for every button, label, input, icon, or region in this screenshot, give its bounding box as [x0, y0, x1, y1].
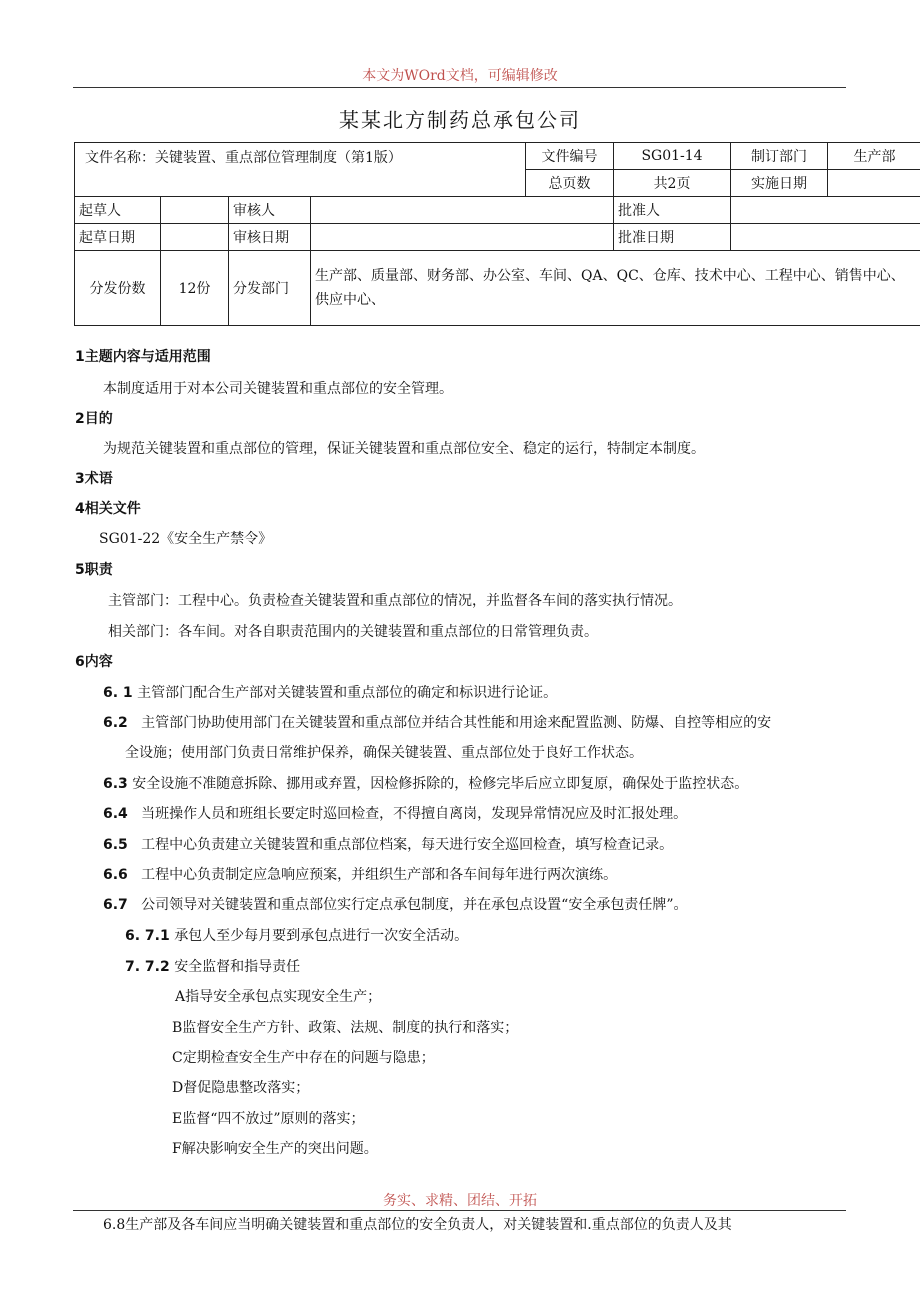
footer-motto: 务实、求精、团结、开拓	[383, 1193, 537, 1209]
section-5-title: 5职责	[75, 562, 113, 578]
review-date-value	[311, 224, 614, 251]
section-2-title: 2目的	[75, 411, 113, 427]
drafter-label: 起草人	[75, 197, 161, 224]
drafter-value	[161, 197, 229, 224]
item-6-6	[103, 864, 617, 884]
copies-label: 分发份数	[75, 251, 161, 326]
dept-value: 生产部	[828, 143, 920, 170]
file-name-cell	[75, 143, 526, 197]
item-number: 6.7	[103, 897, 128, 913]
item-text: 主管部门配合生产部对关键装置和重点部位的确定和标识进行论证。	[137, 685, 558, 701]
item-6-7-1	[125, 925, 468, 945]
section-1-text: 本制度适用于对本公司关键装置和重点部位的安全管理。	[103, 381, 453, 397]
section-4-title: 4相关文件	[75, 501, 141, 517]
dist-label: 分发部门	[229, 251, 311, 326]
reviewer-label: 审核人	[229, 197, 311, 224]
file-name: 文件名称：关键装置、重点部位管理制度（第1版）	[85, 150, 402, 166]
impl-value	[828, 170, 920, 197]
item-number: 6.3	[103, 776, 128, 792]
sub-item-f: F解决影响安全生产的突出问题。	[172, 1141, 378, 1157]
item-number: 6. 1	[103, 685, 133, 701]
item-6-2-cont: 全设施；使用部门负责日常维护保养，确保关键装置、重点部位处于良好工作状态。	[125, 745, 643, 761]
approve-date-label: 批准日期	[614, 224, 731, 251]
item-number: 6.5	[103, 837, 128, 853]
item-text: 工程中心负责建立关键装置和重点部位档案，每天进行安全巡回检查，填写检查记录。	[141, 837, 674, 853]
item-text: 承包人至少每月要到承包点进行一次安全活动。	[174, 928, 469, 944]
document-meta-table	[74, 142, 920, 326]
item-6-7	[103, 894, 687, 914]
sub-item-b: B监督安全生产方针、政策、法规、制度的执行和落实；	[172, 1020, 519, 1036]
item-number: 7. 7.2	[125, 959, 170, 975]
approver-label: 批准人	[614, 197, 731, 224]
draft-date-label: 起草日期	[75, 224, 161, 251]
item-text: 工程中心负责制定应急响应预案，并组织生产部和各车间每年进行两次演练。	[141, 867, 618, 883]
item-text: 安全设施不准随意拆除、挪用或弃置，因检修拆除的，检修完毕后应立即复原，确保处于监控状态。	[132, 776, 749, 792]
item-6-2	[103, 712, 771, 732]
item-number: 6.2	[103, 715, 128, 731]
section-1-title: 1主题内容与适用范围	[75, 349, 211, 365]
item-6-4	[103, 803, 687, 823]
item-text: 当班操作人员和班组长要定时巡回检查，不得擅自离岗，发现异常情况应及时汇报处理。	[141, 806, 688, 822]
item-6-3	[103, 773, 748, 793]
item-number: 6.6	[103, 867, 128, 883]
item-6-1	[103, 682, 557, 702]
item-number: 6. 7.1	[125, 928, 170, 944]
file-no-value: SG01-14	[614, 143, 731, 170]
reviewer-value	[311, 197, 614, 224]
section-5-text-2: 相关部门：各车间。对各自职责范围内的关键装置和重点部位的日常管理负责。	[108, 624, 598, 640]
review-date-label: 审核日期	[229, 224, 311, 251]
copies-value: 12份	[161, 251, 229, 326]
dept-label: 制订部门	[731, 143, 828, 170]
item-text: 公司领导对关键装置和重点部位实行定点承包制度，并在承包点设置“安全承包责任牌”。	[141, 897, 688, 913]
section-3-title: 3术语	[75, 471, 113, 487]
section-2-text: 为规范关键装置和重点部位的管理，保证关键装置和重点部位安全、稳定的运行，特制定本制度。	[103, 441, 705, 457]
pages-label: 总页数	[526, 170, 614, 197]
item-6-7-2	[125, 956, 300, 976]
section-4-text: SG01-22《安全生产禁令》	[99, 531, 273, 547]
draft-date-value	[161, 224, 229, 251]
item-6-5	[103, 834, 673, 854]
file-no-label: 文件编号	[526, 143, 614, 170]
dist-value: 生产部、质量部、财务部、办公室、车间、QA、QC、仓库、技术中心、工程中心、销售中心、供应中心、	[311, 251, 920, 326]
company-title: 某某北方制药总承包公司	[339, 108, 581, 132]
pages-value: 共2页	[614, 170, 731, 197]
item-number: 6.4	[103, 806, 128, 822]
item-text: 主管部门协助使用部门在关键装置和重点部位并结合其性能和用途来配置监测、防爆、自控等相应的安	[141, 715, 772, 731]
sub-item-e: E监督“四不放过”原则的落实；	[172, 1111, 365, 1127]
footer-rule	[73, 1210, 846, 1211]
approve-date-value	[731, 224, 920, 251]
header-note: 本文为WOrd文档，可编辑修改	[362, 68, 558, 84]
impl-label: 实施日期	[731, 170, 828, 197]
sub-item-a: A指导安全承包点实现安全生产；	[175, 989, 382, 1005]
sub-item-d: D督促隐患整改落实；	[172, 1080, 310, 1096]
next-page-line: 6.8生产部及各车间应当明确关键装置和重点部位的安全负责人，对关键装置和.重点部位的负责人及其	[103, 1217, 732, 1233]
section-5-text-1: 主管部门：工程中心。负责检查关键装置和重点部位的情况，并监督各车间的落实执行情况。	[108, 593, 682, 609]
header-rule	[73, 87, 846, 88]
item-text: 安全监督和指导责任	[174, 959, 301, 975]
section-6-title: 6内容	[75, 654, 113, 670]
sub-item-c: C定期检查安全生产中存在的问题与隐患；	[172, 1050, 435, 1066]
approver-value	[731, 197, 920, 224]
